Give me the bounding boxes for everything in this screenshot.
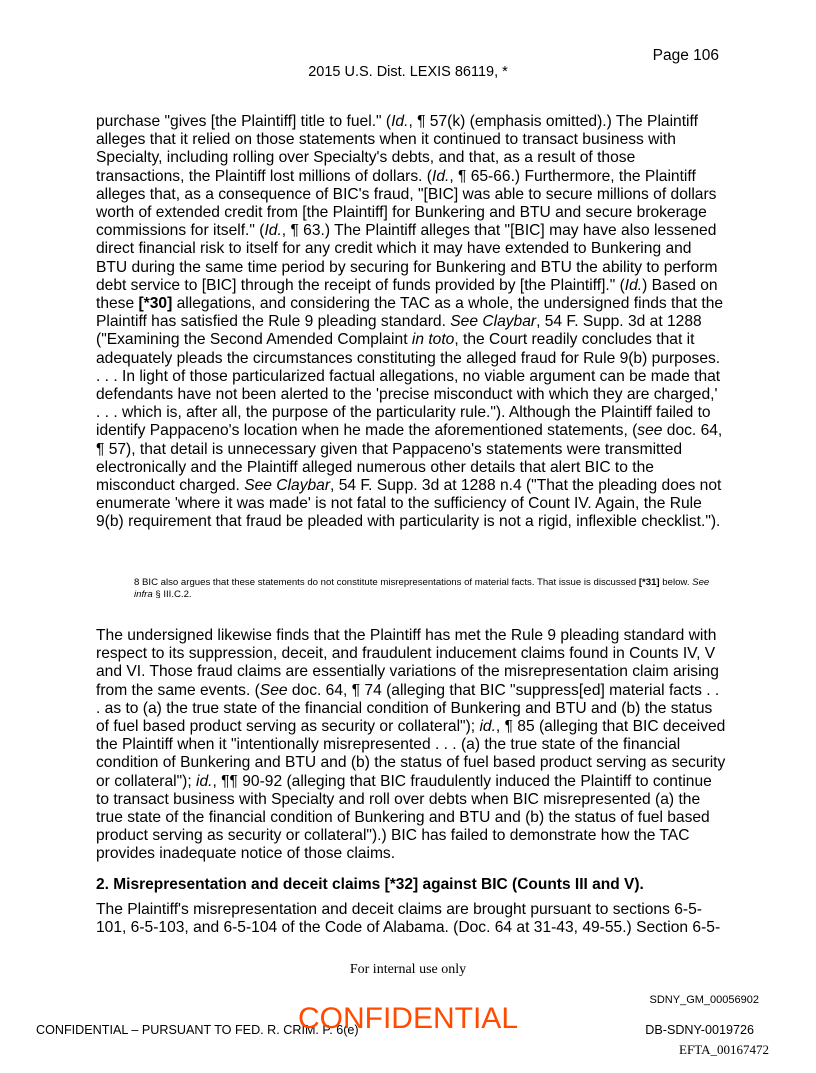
page-number: Page 106 bbox=[652, 47, 719, 64]
efta-number: EFTA_00167472 bbox=[679, 1042, 769, 1057]
confidential-notice: CONFIDENTIAL – PURSUANT TO FED. R. CRIM. P. 6(e) bbox=[36, 1023, 359, 1037]
body-paragraph-3: The Plaintiff's misrepresentation and deceit claims are brought pursuant to sections 6-5-101, 6-5-103, and 6-5-104 of the Code of Alabama. (Doc. 64 at 31-43, 49-55.) Section 6-5- bbox=[96, 901, 721, 937]
case-citation-header: 2015 U.S. Dist. LEXIS 86119, * bbox=[308, 64, 508, 80]
body-paragraph-1: purchase "gives [the Plaintiff] title to fuel." (Id., ¶ 57(k) (emphasis omitted).) The Plaintiff alleges that it relied on those statements when it continued to transact business with Specialty, including rolling over Specialty's debts, and that, as a result of those transactions, the Plaintiff lost millions of dollars. (Id., ¶ 65-66.) Furthermore, the Plaintiff alleges that, as a consequence of BIC's fraud, "[BIC] was able to secure millions of dollars worth of extended credit from [the Plaintiff] for Bunkering and BTU and secure brokerage commissions for itself." (Id., ¶ 63.) The Plaintiff alleges that "[BIC] may have also lessened direct financial risk to itself for any credit which it may have extended to Bunkering and BTU during the same time period by securing for Bunkering and BTU the ability to perform debt service to [BIC] through the receipt of funds provided by [the Plaintiff]." (Id.) Based on these [*30] allegations, and considering the TAC as a whole, the undersigned finds that the Plaintiff has satisfied the Rule 9 pleading standard. See Claybar, 54 F. Supp. 3d at 1288 ("Examining the Second Amended Complaint in toto, the Court readily concludes that it adequately pleads the circumstances constituting the alleged fraud for Rule 9(b) purposes. . . . In light of those particularized factual allegations, no viable argument can be made that defendants have not been alerted to the 'precise misconduct with which they are charged,' . . . which is, after all, the purpose of the particularity rule."). Although the Plaintiff failed to identify Pappaceno's location when he made the aforementioned statements, (see doc. 64, ¶ 57), that detail is unnecessary given that Pappaceno's statements were transmitted electronically and the Plaintiff alleged numerous other details that alert BIC to the misconduct charged. See Claybar, 54 F. Supp. 3d at 1288 n.4 ("That the pleading does not enumerate 'where it was made' is not fatal to the sufficiency of Count IV. Again, the Rule 9(b) requirement that fraud be pleaded with particularity is not a rigid, inflexible checklist."). bbox=[96, 113, 724, 531]
body-paragraph-2: The undersigned likewise finds that the Plaintiff has met the Rule 9 pleading standard with respect to its suppression, deceit, and fraudulent inducement claims found in Counts IV, V and VI. Those fraud claims are essentially variations of the misrepresentation claim arising from the same events. (See doc. 64, ¶ 74 (alleging that BIC "suppress[ed] material facts . . . as to (a) the true state of the financial condition of Bunkering and BTU and (b) the status of fuel based product serving as security or collateral"); id., ¶ 85 (alleging that BIC deceived the Plaintiff when it "intentionally misrepresented . . . (a) the true state of the financial condition of Bunkering and BTU and (b) the status of fuel based product serving as security or collateral"); id., ¶¶ 90-92 (alleging that BIC fraudulently induced the Plaintiff to continue to transact business with Specialty and roll over debts when BIC misrepresented (a) the true state of the financial condition of Bunkering and BTU and (b) the status of fuel based product serving as security or collateral").) BIC has failed to demonstrate how the TAC provides inadequate notice of those claims. bbox=[96, 627, 726, 863]
confidential-watermark: CONFIDENTIAL bbox=[297, 1002, 519, 1035]
footnote-8: 8 BIC also argues that these statements do not constitute misrepresentations of material facts. That issue is discussed [*31] below. See infra § III.C.2. bbox=[134, 577, 710, 600]
bates-number-db-sdny: DB-SDNY-0019726 bbox=[645, 1023, 754, 1037]
page-marker: [*31] bbox=[638, 577, 660, 588]
page-marker: [*30] bbox=[138, 295, 173, 313]
section-heading: 2. Misrepresentation and deceit claims [*32] against BIC (Counts III and V). bbox=[96, 876, 644, 893]
internal-use-notice: For internal use only bbox=[349, 962, 467, 977]
bates-number-sdny-gm: SDNY_GM_00056902 bbox=[649, 994, 759, 1006]
